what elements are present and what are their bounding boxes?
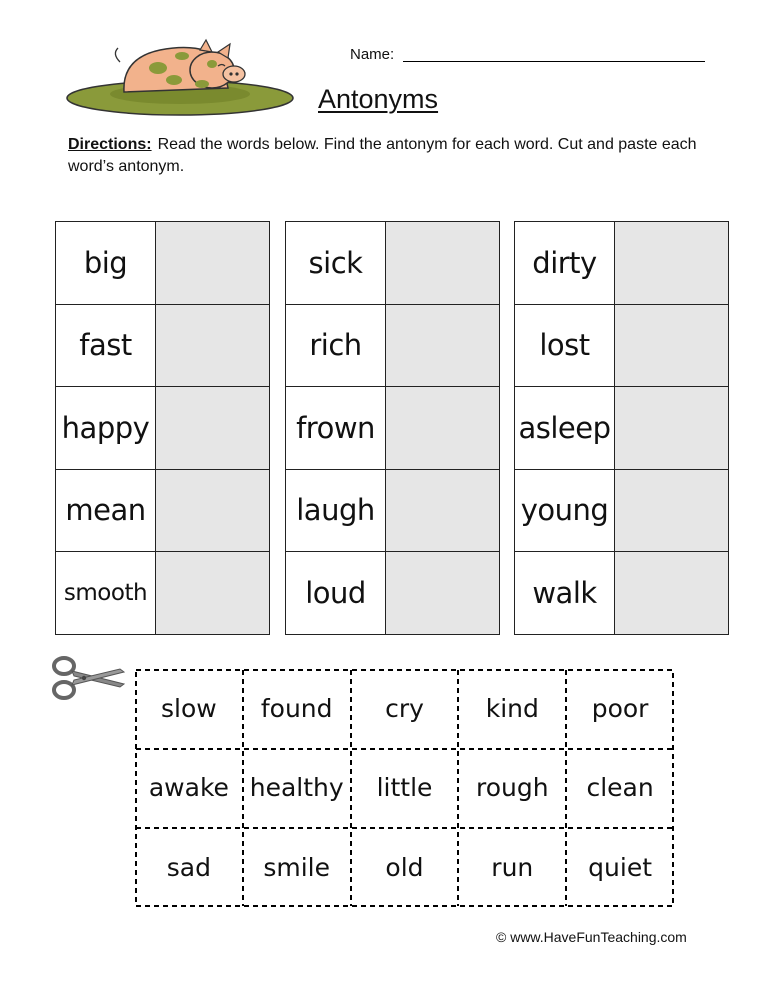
cutout-word[interactable]: quiet <box>588 852 652 882</box>
directions-label: Directions: <box>68 136 152 153</box>
table-row <box>286 552 500 635</box>
paste-box[interactable] <box>615 552 729 635</box>
paste-box[interactable] <box>156 222 270 305</box>
table-row <box>286 304 500 387</box>
paste-box[interactable] <box>386 387 500 470</box>
cutout-grid <box>135 669 674 907</box>
table-row <box>56 222 270 305</box>
cutout-word[interactable]: poor <box>591 694 649 724</box>
table-row <box>56 304 270 387</box>
cutout-word[interactable]: sad <box>166 852 211 882</box>
table-row <box>286 387 500 470</box>
word-cell: smooth <box>56 552 156 635</box>
paste-box[interactable] <box>156 387 270 470</box>
paste-box[interactable] <box>386 304 500 387</box>
paste-box[interactable] <box>156 552 270 635</box>
word-cell: young <box>515 469 615 552</box>
paste-box[interactable] <box>156 304 270 387</box>
pig-in-mud-illustration <box>62 36 297 120</box>
table-row <box>56 387 270 470</box>
cutout-word[interactable]: rough <box>475 773 549 803</box>
word-cell: fast <box>56 304 156 387</box>
cutout-word[interactable]: run <box>491 852 534 882</box>
directions-text: Read the words below. Find the antonym for each word. Cut and paste each word’s antonym. <box>68 136 697 175</box>
paste-box[interactable] <box>615 304 729 387</box>
paste-box[interactable] <box>615 469 729 552</box>
table-row <box>286 222 500 305</box>
cutout-row <box>135 669 674 748</box>
word-cell: lost <box>515 304 615 387</box>
word-cell: frown <box>286 387 386 470</box>
cutout-word[interactable]: kind <box>485 694 539 724</box>
cutout-word[interactable]: cry <box>385 694 424 724</box>
word-cell: walk <box>515 552 615 635</box>
word-cell: big <box>56 222 156 305</box>
paste-box[interactable] <box>615 387 729 470</box>
word-group-2 <box>285 221 500 635</box>
name-label: Name: <box>350 46 395 63</box>
table-row <box>515 387 729 470</box>
word-cell: laugh <box>286 469 386 552</box>
cutout-word[interactable]: clean <box>586 773 654 803</box>
table-row <box>515 222 729 305</box>
paste-box[interactable] <box>386 469 500 552</box>
word-cell: sick <box>286 222 386 305</box>
cutout-row <box>135 748 674 827</box>
directions <box>68 134 718 178</box>
cutout-word[interactable]: awake <box>148 773 229 803</box>
table-row <box>56 469 270 552</box>
paste-box[interactable] <box>615 222 729 305</box>
scissors-icon <box>50 652 126 704</box>
word-cell: dirty <box>515 222 615 305</box>
paste-box[interactable] <box>386 222 500 305</box>
table-row <box>515 469 729 552</box>
cutout-row <box>135 828 674 907</box>
table-row <box>56 552 270 635</box>
word-cell: rich <box>286 304 386 387</box>
footer-copyright: © www.HaveFunTeaching.com <box>496 929 687 945</box>
word-group-1 <box>55 221 270 635</box>
cutout-word[interactable]: smile <box>263 852 331 882</box>
table-row <box>286 469 500 552</box>
paste-box[interactable] <box>156 469 270 552</box>
cutout-word[interactable]: little <box>376 773 433 803</box>
word-cell: asleep <box>515 387 615 470</box>
word-cell: loud <box>286 552 386 635</box>
page-title: Antonyms <box>318 84 439 114</box>
table-row <box>515 552 729 635</box>
cutout-word[interactable]: old <box>385 852 424 882</box>
word-group-3 <box>514 221 729 635</box>
word-cell: happy <box>56 387 156 470</box>
word-cell: mean <box>56 469 156 552</box>
cutout-word[interactable]: found <box>260 694 333 724</box>
paste-box[interactable] <box>386 552 500 635</box>
cutout-word[interactable]: slow <box>161 694 217 724</box>
table-row <box>515 304 729 387</box>
name-field-line[interactable] <box>403 61 705 62</box>
cutout-word[interactable]: healthy <box>249 773 344 803</box>
